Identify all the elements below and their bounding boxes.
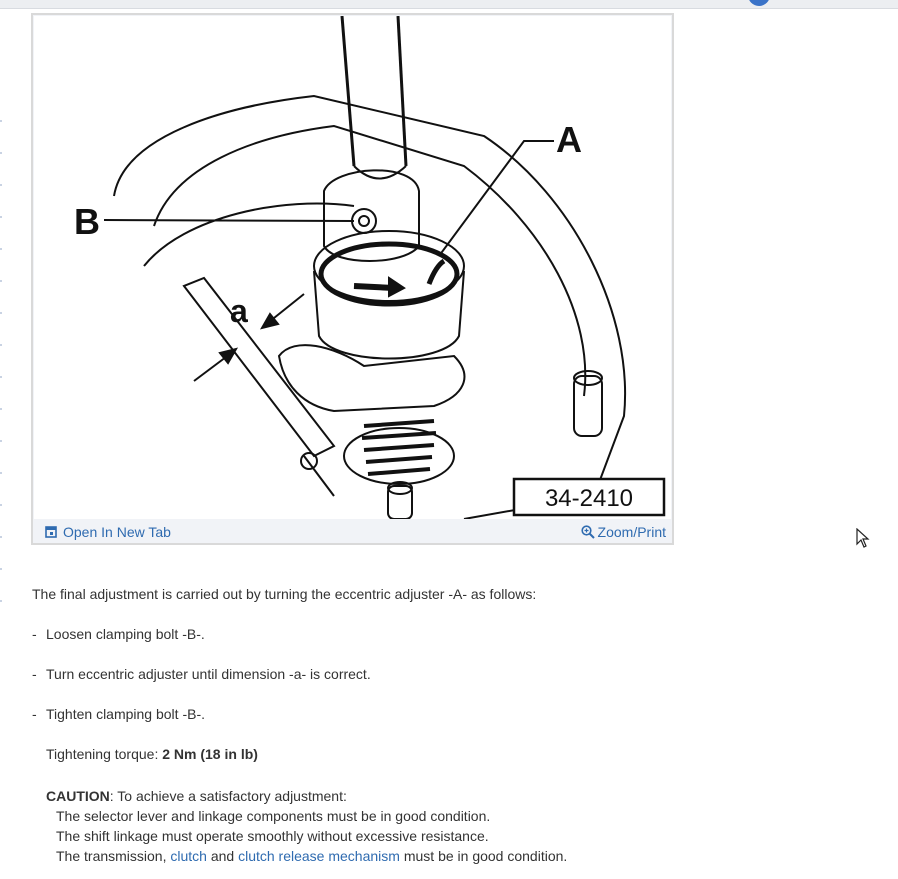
step-3-text: Tighten clamping bolt -B-. bbox=[46, 706, 205, 722]
diagram-image[interactable] bbox=[34, 16, 671, 519]
zoom-print-link[interactable] bbox=[581, 524, 666, 540]
step-bullet: - bbox=[32, 666, 37, 682]
profile-icon[interactable] bbox=[748, 0, 770, 6]
caution-line bbox=[46, 788, 347, 804]
caution-item-3-mid: and bbox=[206, 848, 239, 864]
torque-line bbox=[46, 746, 258, 762]
caution-label: CAUTION bbox=[46, 788, 110, 804]
caution-text: : To achieve a satisfactory adjustment: bbox=[109, 788, 347, 804]
intro-text: The final adjustment is carried out by turning the eccentric adjuster -A- as follows: bbox=[32, 586, 537, 602]
step-bullet: - bbox=[32, 706, 37, 722]
step-3 bbox=[32, 706, 205, 722]
image-code: 34-2410 bbox=[544, 485, 634, 512]
caution-item-2: The shift linkage must operate smoothly without excessive resistance. bbox=[56, 828, 489, 844]
figure-footer bbox=[33, 520, 672, 544]
zoom-print-label: Zoom/Print bbox=[597, 524, 666, 540]
step-2 bbox=[32, 666, 371, 682]
caution-item-3-suffix: must be in good condition. bbox=[399, 848, 568, 864]
open-in-new-tab-link[interactable] bbox=[45, 524, 171, 540]
open-tab-icon bbox=[45, 526, 57, 538]
label-A: A bbox=[556, 119, 582, 160]
caution-item-3 bbox=[56, 848, 567, 864]
figure-container bbox=[31, 13, 674, 545]
label-a: a bbox=[230, 293, 248, 329]
open-tab-label: Open In New Tab bbox=[63, 524, 171, 540]
label-B: B bbox=[74, 201, 100, 242]
step-bullet: - bbox=[32, 626, 37, 642]
caution-item-1: The selector lever and linkage components must be in good condition. bbox=[56, 808, 491, 824]
step-1-text: Loosen clamping bolt -B-. bbox=[46, 626, 205, 642]
top-toolbar bbox=[0, 0, 898, 9]
clutch-link[interactable]: clutch bbox=[170, 848, 207, 864]
clutch-release-mechanism-link[interactable]: clutch release mechanism bbox=[238, 848, 400, 864]
torque-value: 2 Nm (18 in lb) bbox=[162, 746, 258, 762]
torque-label: Tightening torque: bbox=[46, 746, 163, 762]
step-2-text: Turn eccentric adjuster until dimension -a- is correct. bbox=[46, 666, 371, 682]
left-edge-border bbox=[0, 90, 2, 630]
zoom-icon bbox=[581, 525, 595, 539]
step-1 bbox=[32, 626, 205, 642]
mouse-cursor-icon bbox=[856, 528, 870, 548]
caution-item-3-prefix: The transmission, bbox=[56, 848, 171, 864]
